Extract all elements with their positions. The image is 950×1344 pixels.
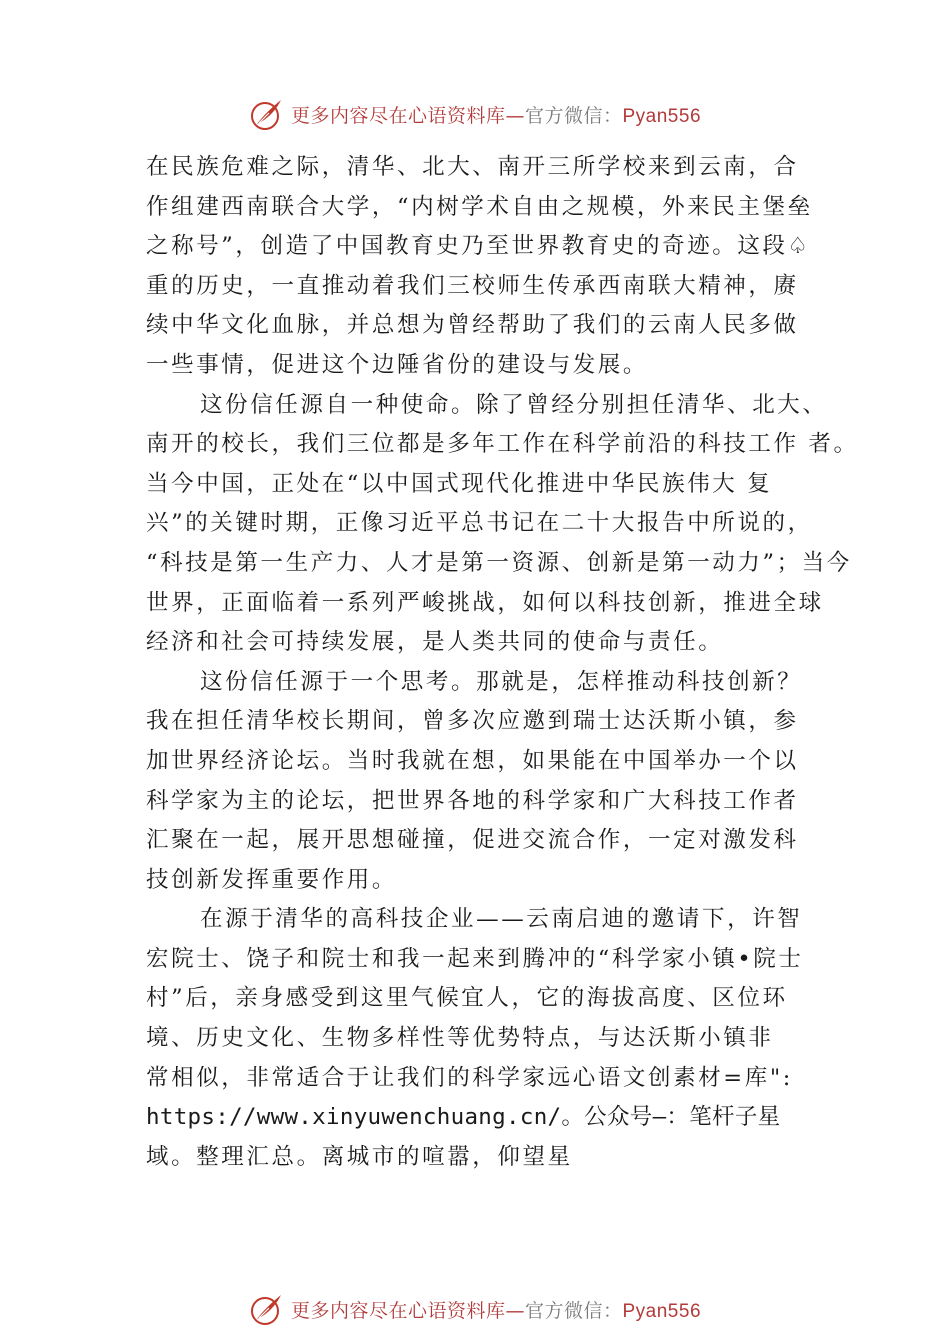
text-line: 一些事情，促进这个边陲省份的建设与发展。 (146, 351, 649, 378)
document-body (146, 148, 859, 1177)
text-line: 世界，正面临着一系列严峻挑战，如何以科技创新，推进全球 (146, 589, 824, 616)
footer-banner-text (291, 1296, 701, 1323)
text-line: https://www.xinyuwenchuang.cn/。公众号—：笔杆子星 (146, 1104, 781, 1131)
text-line: 村”后，亲身感受到这里气候宜人，它的海拔高度、区位环 (146, 985, 788, 1012)
text-line: 兴”的关键时期，正像习近平总书记在二十大报告中所说的， (146, 510, 813, 537)
text-line: 技创新发挥重要作用。 (146, 866, 398, 893)
header-banner (0, 94, 950, 134)
banner-label: 官方微信： (524, 1299, 623, 1322)
banner-separator: — (505, 104, 525, 127)
text-line: 汇聚在一起，展开思想碰撞，促进交流合作，一定对激发科 (146, 827, 799, 854)
banner-handle: Pyan556 (622, 1300, 702, 1322)
text-line: 当今中国，正处在“以中国式现代化推进中华民族伟大 复 (146, 470, 773, 497)
text-line: 科学家为主的论坛，把世界各地的科学家和广大科技工作者 (146, 787, 799, 814)
banner-title: 更多内容尽在心语资料库 (290, 1299, 506, 1322)
text-line: 境、历史文化、生物多样性等优势特点，与达沃斯小镇非 (146, 1025, 774, 1052)
text-line: 续中华文化血脉，并总想为曾经帮助了我们的云南人民多做 (146, 312, 799, 339)
text-line: 重的历史，一直推动着我们三校师生传承西南联大精神，赓 (146, 272, 799, 299)
text-line: 在源于清华的高科技企业——云南启迪的邀请下，许智 (200, 906, 803, 933)
text-line: “科技是第一生产力、人才是第一资源、创新是第一动力”；当今 (146, 549, 852, 576)
text-line: 这份信任源自一种使命。除了曾经分别担任清华、北大、 (200, 391, 828, 418)
text-line: 宏院士、饶子和院士和我一起来到腾冲的“科学家小镇•院士 (146, 945, 804, 972)
banner-separator: — (505, 1299, 525, 1322)
quill-logo-icon (249, 1291, 285, 1327)
text-line: 之称号”，创造了中国教育史乃至世界教育史的奇迹。这段♤ (146, 233, 811, 260)
footer-banner (0, 1289, 950, 1329)
text-line: 南开的校长，我们三位都是多年工作在科学前沿的科技工作 者。 (146, 431, 859, 458)
banner-title: 更多内容尽在心语资料库 (290, 104, 506, 127)
header-banner-text (291, 101, 701, 128)
text-line: 我在担任清华校长期间，曾多次应邀到瑞士达沃斯小镇，参 (146, 708, 799, 735)
text-line: 经济和社会可持续发展，是人类共同的使命与责任。 (146, 629, 724, 656)
quill-logo-icon (249, 96, 285, 132)
text-line: 在民族危难之际，清华、北大、南开三所学校来到云南，合 (146, 154, 799, 180)
text-line: 这份信任源于一个思考。那就是，怎样推动科技创新？ (200, 668, 803, 695)
text-line: 加世界经济论坛。当时我就在想，如果能在中国举办一个以 (146, 747, 799, 774)
banner-handle: Pyan556 (622, 105, 702, 127)
text-line: 域。整理汇总。离城市的喧嚣，仰望星 (146, 1143, 573, 1170)
text-line: 作组建西南联合大学，“内树学术自由之规模，外来民主堡垒 (146, 193, 813, 220)
banner-label: 官方微信： (524, 104, 623, 127)
text-line: 常相似，非常适合于让我们的科学家远心语文创素材=库": (146, 1064, 793, 1091)
